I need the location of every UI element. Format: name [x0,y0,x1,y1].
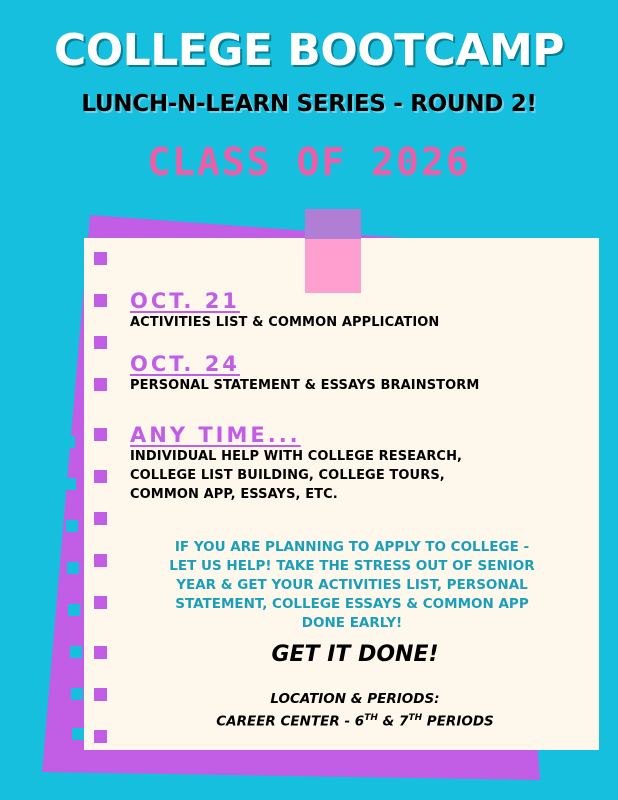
bullet-square [94,378,107,391]
page-title: COLLEGE BOOTCAMP [53,25,565,76]
callout-line: DONE EARLY! [301,615,403,631]
bullet-square [94,470,107,483]
event-oct-24 [130,352,479,395]
location-label: LOCATION & PERIODS: [270,691,440,707]
bullet-square [94,688,107,701]
location-detail [110,709,600,732]
strip-hole [57,310,69,322]
callout-line: STATEMENT, COLLEGE ESSAYS & COMMON APP [175,596,529,612]
callout-line: LET US HELP! TAKE THE STRESS OUT OF SENIOR [169,558,535,574]
event-desc: COMMON APP, ESSAYS, ETC. [130,487,338,502]
event-desc: ACTIVITIES LIST & COMMON APPLICATION [130,315,440,330]
location-periods: PERIODS [422,713,494,730]
strip-hole [63,436,75,448]
strip-hole [55,268,67,280]
strip-hole [64,478,76,490]
bullet-square [94,252,107,265]
location-place: CAREER CENTER - 6 [216,713,365,730]
strip-hole [70,646,82,658]
location-info [110,690,600,732]
bullet-square [94,554,107,567]
bullet-square [94,294,107,307]
page-subtitle: LUNCH-N-LEARN SERIES - ROUND 2! [81,91,537,117]
callout-line: YEAR & GET YOUR ACTIVITIES LIST, PERSONAL [176,577,528,593]
event-date: ANY TIME... [130,423,301,447]
location-amp: & 7 [377,713,409,730]
sticky-tape-top [305,209,361,239]
sticky-tape-bottom [305,239,361,293]
callout-text [126,538,578,633]
strip-hole [61,394,73,406]
strip-hole [72,728,84,740]
strip-hole [59,352,71,364]
bullet-square [94,336,107,349]
strip-hole [67,562,79,574]
event-date: OCT. 21 [130,289,240,313]
bullet-square [94,428,107,441]
ordinal-suffix: TH [364,713,378,723]
bullet-square [94,512,107,525]
class-of-heading: CLASS OF 2026 [147,140,471,184]
event-desc: INDIVIDUAL HELP WITH COLLEGE RESEARCH, [130,449,463,464]
strip-hole [68,604,80,616]
callout-line: IF YOU ARE PLANNING TO APPLY TO COLLEGE - [174,539,530,555]
ordinal-suffix: TH [408,713,423,723]
strip-hole [71,688,83,700]
event-date: OCT. 24 [130,352,240,376]
bullet-square [94,596,107,609]
event-oct-21 [130,289,439,332]
event-desc: PERSONAL STATEMENT & ESSAYS BRAINSTORM [130,378,480,393]
strip-hole [66,520,78,532]
bullet-square [94,730,107,743]
event-desc: COLLEGE LIST BUILDING, COLLEGE TOURS, [130,468,445,483]
bullet-square [94,646,107,659]
call-to-action: GET IT DONE! [271,642,439,667]
event-any-time [130,423,462,504]
